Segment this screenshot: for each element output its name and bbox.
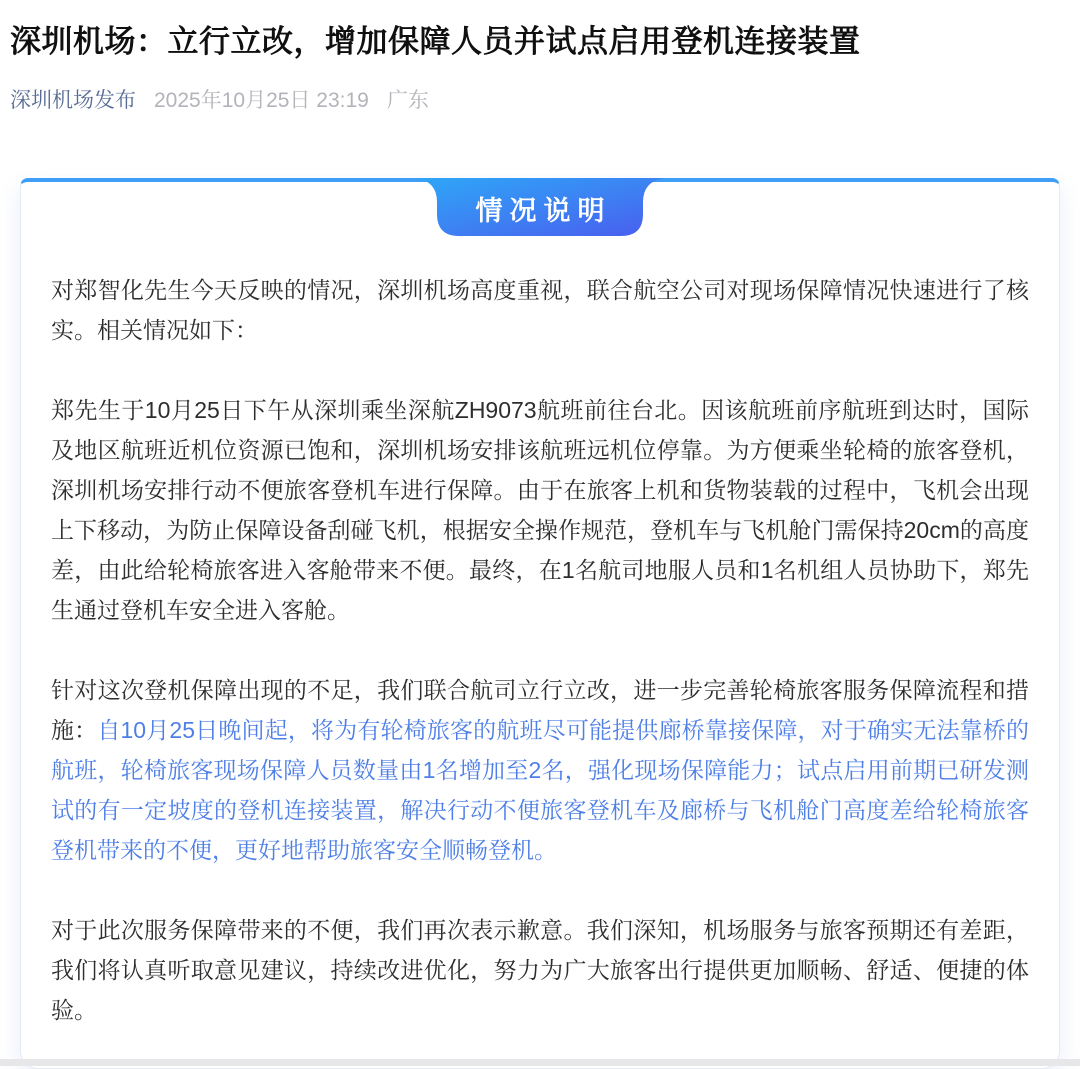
byline [10, 84, 1070, 114]
publish-region: 广东 [387, 84, 429, 114]
page-title: 深圳机场：立行立改，增加保障人员并试点启用登机连接装置 [10, 22, 1070, 62]
paragraph-apology: 对于此次服务保障带来的不便，我们再次表示歉意。我们深知，机场服务与旅客预期还有差距，我们将认真听取意见建议，持续改进优化，努力为广大旅客出行提供更加顺畅、舒适、便捷的体验。 [51, 910, 1029, 1030]
publish-datetime: 2025年10月25日 23:19 [154, 84, 369, 114]
paragraph-intro: 对郑智化先生今天反映的情况，深圳机场高度重视，联合航空公司对现场保障情况快速进行了核实。相关情况如下： [51, 270, 1029, 350]
paragraph-measures-intro: 针对这次登机保障出现的不足，我们联合航司立行立改，进一步完善轮椅旅客服务保障流程和措施： [51, 677, 1029, 743]
source-link[interactable]: 深圳机场发布 [10, 84, 136, 114]
badge-label: 情况说明 [415, 178, 665, 236]
paragraph-measures [51, 670, 1029, 870]
notice-card [20, 178, 1060, 1069]
paragraph-measures-highlight: 自10月25日晚间起，将为有轮椅旅客的航班尽可能提供廊桥靠接保障，对于确实无法靠桥的航班，轮椅旅客现场保障人员数量由1名增加至2名，强化现场保障能力；试点启用前期已研发测试的有一定坡度的登机连接装置，解决行动不便旅客登机车及廊桥与飞机舱门高度差给轮椅旅客登机带来的不便，更好地帮助旅客安全顺畅登机。 [51, 717, 1029, 863]
paragraph-incident: 郑先生于10月25日下午从深圳乘坐深航ZH9073航班前往台北。因该航班前序航班到达时，国际及地区航班近机位资源已饱和，深圳机场安排该航班远机位停靠。为方便乘坐轮椅的旅客登机，深圳机场安排行动不便旅客登机车进行保障。由于在旅客上机和货物装载的过程中，飞机会出现上下移动，为防止保障设备刮碰飞机，根据安全操作规范，登机车与飞机舱门需保持20cm的高度差，由此给轮椅旅客进入客舱带来不便。最终，在1名航司地服人员和1名机组人员协助下，郑先生通过登机车安全进入客舱。 [51, 390, 1029, 630]
status-badge [415, 178, 665, 236]
page-bottom-divider [0, 1059, 1080, 1066]
